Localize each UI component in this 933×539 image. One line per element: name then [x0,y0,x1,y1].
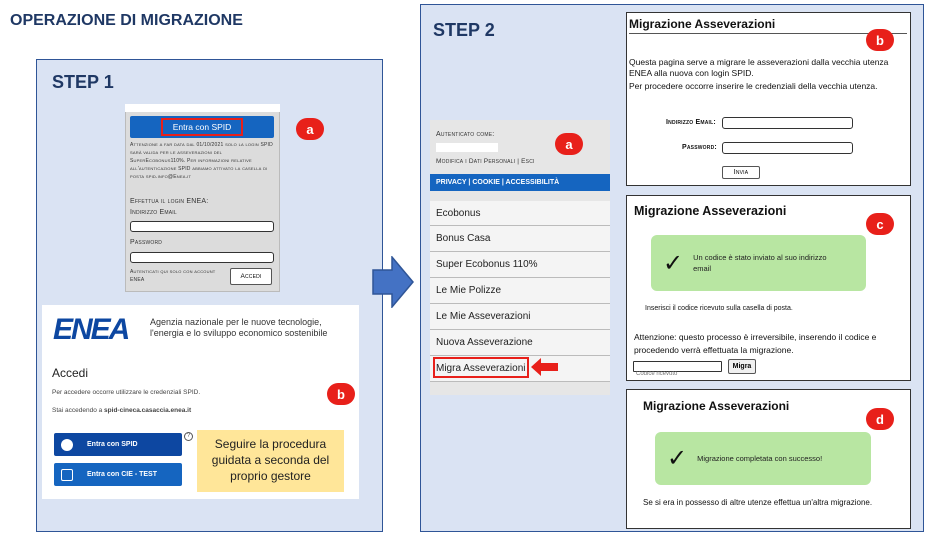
enea-logo: ENEA [53,313,129,346]
arrow-left-icon [531,358,559,376]
spid-entry-label: Entra con SPID [87,441,138,448]
step2-badge-d: d [866,408,894,430]
agency-name: Agenzia nazionale per le nuove tecnologie, l'energia e lo sviluppo economico sostenibile [150,317,328,338]
step2-badge-c: c [866,213,894,235]
step2-badge-b: b [866,29,894,51]
checkmark-icon: ✓ [667,445,688,472]
spid-entry-button[interactable] [54,433,182,456]
box-b-password-input[interactable] [722,142,853,154]
nav-item-bonus-casa[interactable]: Bonus Casa [430,226,610,252]
box-d-title: Migrazione Asseverazioni [643,399,790,413]
cie-entry-label: Entra con CIE - TEST [87,471,158,478]
accedi-button[interactable]: Accedi [230,268,272,285]
accedi-heading: Accedi [52,366,89,380]
box-b-title: Migrazione Asseverazioni [629,17,776,31]
account-note: Autenticati qui solo con account ENEA [130,269,216,283]
cie-entry-button[interactable] [54,463,182,486]
spid-notice: Attenzione a far data dal 01/10/2021 solo la login SPID sarà valida per le asseverazioni del SuperEcobonus110%. Per informazioni relative all'autenticazione SPID abbiamo attivato la casella di posta spid.info@Enea.it [130,142,273,180]
code-input-placeholder[interactable] [634,370,721,379]
step1-badge-a: a [296,118,324,140]
spid-login-label: Entra con SPID [161,118,244,136]
migration-success-alert [655,432,871,485]
nav-item-migra[interactable]: Migra Asseverazioni [430,356,610,382]
spid-host: spid-cineca.casaccia.enea.it [104,407,192,414]
box-b-email-label: Indirizzo Email: [666,119,716,126]
box-b-divider [629,33,907,34]
spid-host-line [52,407,191,414]
box-c-title: Migrazione Asseverazioni [634,204,787,218]
password-input[interactable] [130,252,274,263]
password-label: Password [130,239,163,246]
spid-login-button[interactable] [130,116,274,138]
box-b-password-label: Password: [682,144,717,151]
checkmark-icon: ✓ [663,249,684,277]
box-b-text1: Questa pagina serve a migrare le asseverazioni dalla vecchia utenza ENEA alla nuova con login SPID. [629,57,889,78]
cie-card-icon [61,469,73,481]
step1-title: STEP 1 [52,72,114,92]
email-input[interactable] [130,221,274,232]
invia-button[interactable]: Invia [722,166,760,179]
box-c-warning: Attenzione: questo processo è irreversibile, inserendo il codice e procedendo verrà effettuata la migrazione. [634,332,877,355]
box-b-email-input[interactable] [722,117,853,129]
migra-highlight [433,357,529,378]
profile-links[interactable]: Modifica i Dati Personali | Esci [436,158,535,165]
nav-item-polizze[interactable]: Le Mie Polizze [430,278,610,304]
spid-host-prefix: Stai accedendo a [52,407,105,414]
procedure-note: Seguire la procedura guidata a seconda del proprio gestore [197,430,344,492]
privacy-bar[interactable]: PRIVACY | COOKIE | ACCESSIBILITÀ [430,174,610,191]
nav-item-ecobonus[interactable]: Ecobonus [430,201,610,226]
step2-title: STEP 2 [433,20,495,40]
username-field [436,143,498,152]
box-c-instruction: Inserisci il codice ricevuto sulla casella di posta. [645,305,793,312]
authenticated-label: Autenticato come: [436,131,495,138]
page-title: OPERAZIONE DI MIGRAZIONE [10,12,243,29]
spid-instruction: Per accedere occorre utilizzare le credenziali SPID. [52,389,201,396]
nav-item-asseverazioni[interactable]: Le Mie Asseverazioni [430,304,610,330]
code-input[interactable] [633,361,722,372]
step2-badge-a: a [555,133,583,155]
code-sent-message: Un codice è stato inviato al suo indirizzo email [693,253,827,273]
migra-button[interactable]: Migra [728,359,756,374]
box-d-note: Se si era in possesso di altre utenze effettua un'altra migrazione. [643,498,873,507]
step1-badge-b: b [327,383,355,405]
nav-item-super-ecobonus[interactable]: Super Ecobonus 110% [430,252,610,278]
code-sent-alert [651,235,866,291]
migration-success-message: Migrazione completata con successo! [697,454,823,463]
box-b-text2: Per procedere occorre inserire le credenziali della vecchia utenza. [629,81,878,91]
login-header-bar [125,104,280,112]
enea-login-label: Effettua il login ENEA: [130,198,209,205]
help-icon[interactable]: ? [184,432,193,441]
user-icon [61,439,73,451]
arrow-right-icon [372,256,414,308]
nav-item-nuova[interactable]: Nuova Asseverazione [430,330,610,356]
email-label: Indirizzo Email [130,209,177,216]
